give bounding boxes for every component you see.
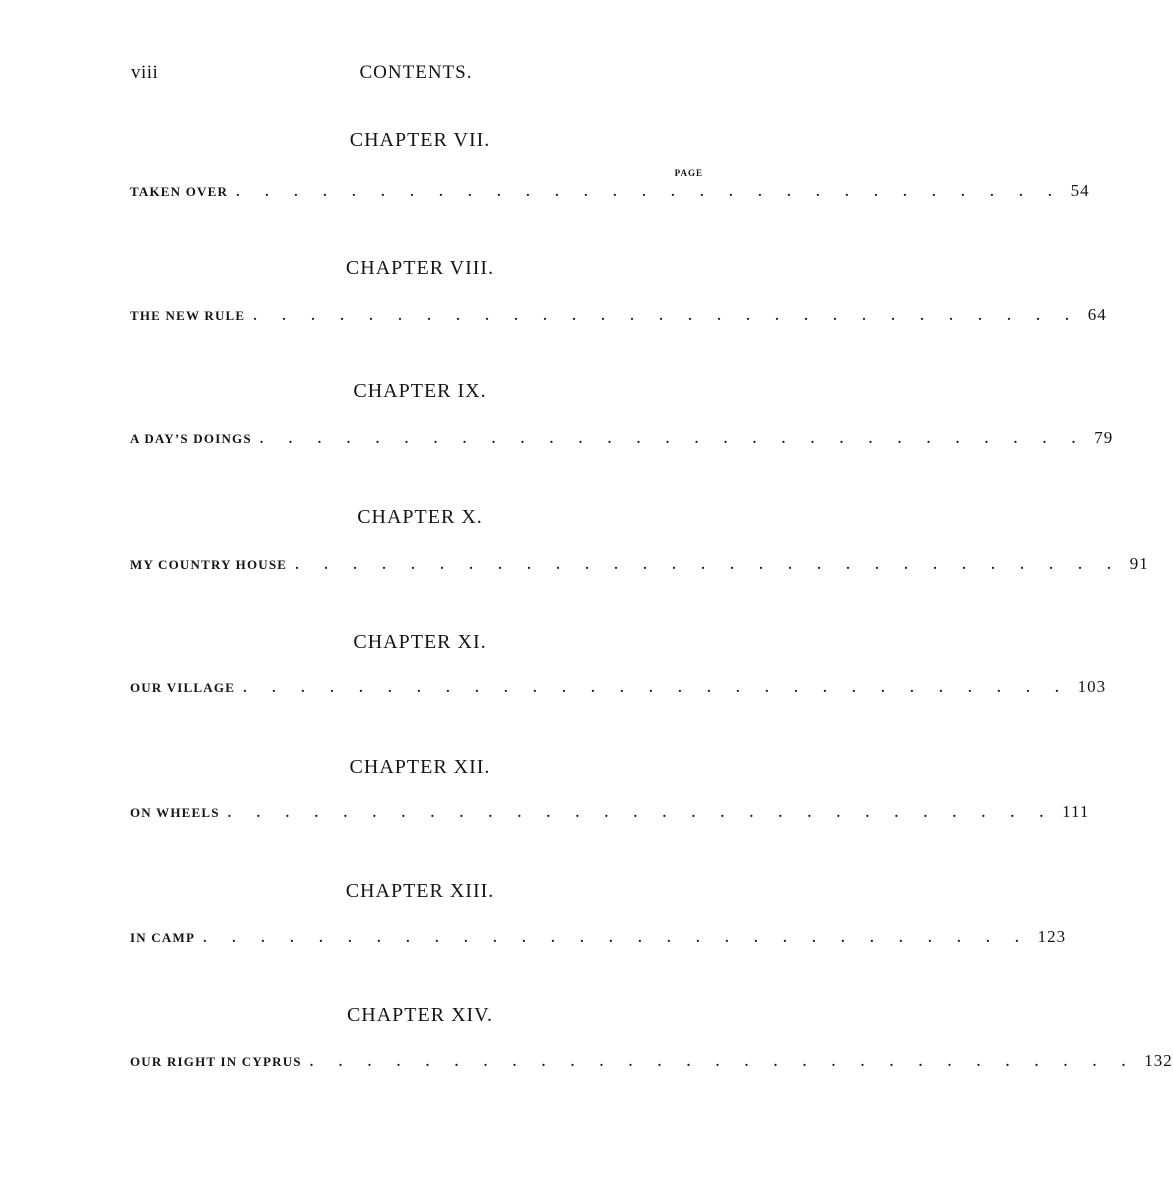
toc-entry-title: IN CAMP (130, 930, 196, 945)
toc-entry[interactable] (130, 677, 1107, 697)
leader-dots: . . . . . . . . . . . . . . . . . . . . . . . . . . . . . (253, 309, 1080, 324)
chapter-heading: CHAPTER XIII. (345, 880, 495, 902)
chapter-heading: CHAPTER IX. (353, 380, 487, 402)
toc-entry[interactable] (130, 305, 1107, 325)
leader-dots: . . . . . . . . . . . . . . . . . . . . . . . . . . . . . (227, 806, 1055, 821)
toc-entry[interactable] (130, 1051, 1173, 1071)
toc-entry-title: OUR RIGHT IN CYPRUS (130, 1054, 302, 1069)
leader-dots: . . . . . . . . . . . . . . . . . . . . . . . . . . . . . (295, 558, 1122, 573)
toc-entry-page: 64 (1087, 305, 1107, 324)
toc-entry[interactable] (130, 181, 1090, 201)
page-column-label: PAGE (674, 168, 703, 178)
toc-entry-title: A DAY’S DOINGS (130, 431, 252, 446)
running-head: CONTENTS. (359, 62, 473, 83)
chapter-heading: CHAPTER VII. (349, 129, 491, 151)
toc-entry[interactable] (130, 802, 1090, 822)
chapter-heading: CHAPTER XII. (349, 756, 491, 778)
toc-entry-page: 132 (1144, 1051, 1173, 1070)
toc-entry[interactable] (130, 927, 1067, 947)
toc-entry-page: 123 (1037, 927, 1067, 946)
toc-entry-title: ON WHEELS (130, 805, 220, 820)
toc-entry-page: 103 (1077, 677, 1107, 696)
leader-dots: . . . . . . . . . . . . . . . . . . . . . . . . . . . . . (309, 1055, 1137, 1070)
chapter-heading: CHAPTER XIV. (346, 1004, 494, 1026)
toc-entry-page: 91 (1129, 554, 1149, 573)
toc-entry[interactable] (130, 554, 1149, 574)
toc-entry-title: THE NEW RULE (130, 308, 246, 323)
toc-entry-title: TAKEN OVER (130, 184, 229, 199)
toc-entry-title: OUR VILLAGE (130, 680, 236, 695)
toc-entry[interactable] (130, 428, 1114, 448)
toc-entry-title: MY COUNTRY HOUSE (130, 557, 288, 572)
toc-entry-page: 111 (1062, 802, 1090, 821)
toc-entry-page: 54 (1070, 181, 1090, 200)
leader-dots: . . . . . . . . . . . . . . . . . . . . . . . . . . . . . (243, 681, 1070, 696)
leader-dots: . . . . . . . . . . . . . . . . . . . . . . . . . . . . . (259, 432, 1087, 447)
toc-entry-page: 79 (1094, 428, 1114, 447)
chapter-heading: CHAPTER VIII. (345, 257, 495, 279)
chapter-heading: CHAPTER X. (357, 506, 483, 528)
leader-dots: . . . . . . . . . . . . . . . . . . . . . . . . . . . . . (236, 185, 1063, 200)
page-number: viii (131, 62, 159, 83)
leader-dots: . . . . . . . . . . . . . . . . . . . . . . . . . . . . . (203, 931, 1030, 946)
chapter-heading: CHAPTER XI. (353, 631, 487, 653)
